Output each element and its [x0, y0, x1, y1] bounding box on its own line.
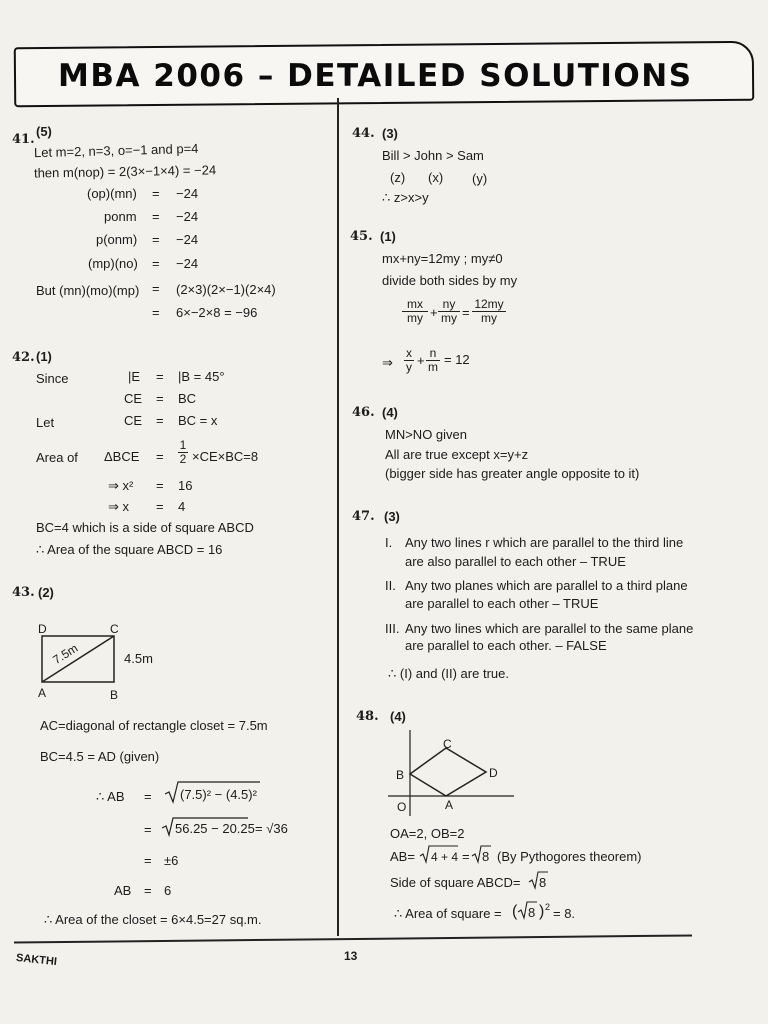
- q47-item1-line1: Any two lines r which are parallel to the third line: [405, 535, 684, 550]
- q42-r5-lhs: ⇒ x²: [108, 478, 134, 493]
- page-number: 13: [344, 949, 358, 963]
- q48-area-exponent: 2: [545, 902, 551, 912]
- q47-item2-number: II.: [385, 578, 396, 593]
- q43-label-d: D: [38, 622, 47, 636]
- q41-row2-eq: =: [152, 209, 160, 224]
- page-title: MBA 2006 – DETAILED SOLUTIONS: [58, 58, 693, 94]
- q42-r4-rhs: ×CE×BC=8: [192, 449, 259, 464]
- q42-conclusion2: ∴ Area of the square ABCD = 16: [36, 542, 223, 557]
- q48-side-label: Side of square ABCD=: [390, 875, 521, 890]
- q45-line1: mx+ny=12my ; my≠0: [382, 251, 503, 266]
- q46-answer: (4): [382, 405, 398, 420]
- q45-frac5: [426, 347, 440, 374]
- q43-ab4-lhs: AB: [114, 883, 132, 898]
- q45-frac4: [404, 347, 414, 374]
- q42-r6-eq: =: [156, 499, 164, 514]
- q46-line3: (bigger side has greater angle opposite to it): [385, 466, 640, 481]
- q43-ab2-eq: =: [144, 822, 152, 837]
- q42-r5-rhs: 16: [178, 478, 193, 493]
- q44-z: (z): [390, 170, 406, 185]
- q45-line2: divide both sides by my: [382, 273, 518, 288]
- q42-half-fraction: [178, 439, 188, 466]
- q42-let: Let: [36, 415, 55, 430]
- q45-frac1-num: mx: [407, 297, 423, 311]
- q45-frac2-den: my: [438, 311, 460, 325]
- q48-area-result: = 8.: [553, 906, 576, 921]
- q45-plus1: +: [430, 305, 438, 320]
- q42-r4-lhs: ΔBCE: [104, 449, 140, 464]
- q45-frac3: [472, 298, 506, 325]
- q41-row4-eq: =: [152, 256, 160, 271]
- q43-number: 43.: [12, 585, 35, 600]
- q43-line1: AC=diagonal of rectangle closet = 7.5m: [40, 718, 268, 733]
- q43-label-a: A: [38, 686, 47, 700]
- q46-line1: MN>NO given: [385, 427, 467, 442]
- q42-r2-eq: =: [156, 391, 164, 406]
- q47-item2-line1: Any two planes which are parallel to a third plane: [405, 578, 688, 593]
- q48-label-c: C: [443, 737, 452, 751]
- q43-ab1-rhs: (7.5)² − (4.5)²: [180, 787, 257, 802]
- q42-r4-eq: =: [156, 449, 164, 464]
- q42-r1-eq: =: [156, 369, 164, 384]
- q41-row1-rhs: −24: [176, 186, 199, 201]
- q46-number: 46.: [352, 405, 375, 420]
- q41-row3-eq: =: [152, 232, 160, 247]
- q42-number: 42.: [12, 350, 35, 365]
- q47-answer: (3): [384, 509, 400, 524]
- q46-line2: All are true except x=y+z: [385, 447, 529, 462]
- q42-r2-rhs: BC: [178, 391, 197, 406]
- q47-number: 47.: [352, 509, 375, 524]
- q42-r1-rhs: |B = 45°: [178, 369, 225, 384]
- q42-r2-lhs: CE: [124, 391, 143, 406]
- q43-line2: BC=4.5 = AD (given): [40, 749, 160, 764]
- q48-ab-radicand2: 8: [482, 849, 490, 864]
- q41-row4-rhs: −24: [176, 256, 199, 271]
- q48-number: 48.: [356, 709, 379, 724]
- q41-row6-rhs: 6×−2×8 = −96: [176, 305, 258, 320]
- q44-y: (y): [472, 171, 488, 186]
- q43-answer: (2): [38, 585, 54, 600]
- q43-ab1-lhs: ∴ AB: [96, 789, 125, 804]
- q47-item2-line2: are parallel to each other – TRUE: [405, 596, 599, 611]
- q44-line1: Bill > John > Sam: [382, 148, 484, 163]
- q41-line2: then m(nop) = 2(3×−1×4) = −24: [33, 162, 217, 181]
- q43-area: ∴ Area of the closet = 6×4.5=27 sq.m.: [44, 912, 262, 927]
- q42-r5-eq: =: [156, 478, 164, 493]
- q45-result: = 12: [444, 352, 470, 367]
- q45-answer: (1): [380, 229, 396, 244]
- q45-frac4-den: y: [406, 360, 412, 374]
- q44-x: (x): [428, 170, 444, 185]
- q41-row5-rhs: (2×3)(2×−1)(2×4): [176, 282, 276, 297]
- q47-item3-line2: are parallel to each other. – FALSE: [405, 638, 607, 653]
- q45-implies: ⇒: [382, 355, 393, 370]
- q43-side-label: 4.5m: [124, 651, 153, 666]
- q42-half-num: 1: [179, 438, 187, 452]
- q44-line3: ∴ z>x>y: [382, 190, 429, 205]
- q44-number: 44.: [352, 126, 375, 141]
- q48-area-label: ∴ Area of square =: [394, 906, 502, 921]
- q48-area-paren-open: (: [512, 903, 518, 920]
- q45-frac4-num: x: [406, 346, 412, 360]
- q43-ab3-rhs: ±6: [164, 853, 179, 868]
- q45-frac5-den: m: [428, 360, 438, 374]
- q41-row2-lhs: ponm: [104, 209, 137, 224]
- q45-frac1-den: my: [402, 311, 428, 325]
- q41-row6-eq: =: [152, 305, 160, 320]
- q48-ab-radicand1: 4 + 4: [431, 850, 459, 864]
- q45-eq1: =: [462, 305, 470, 320]
- q43-ab2-rhs: 56.25 − 20.25: [175, 821, 255, 836]
- q45-frac2-num: ny: [442, 297, 456, 311]
- footer-rule: [14, 934, 692, 943]
- q41-answer: (5): [36, 124, 52, 139]
- q48-area-paren-close: ): [539, 903, 545, 920]
- q48-ab-note: (By Pythogores theorem): [497, 849, 642, 864]
- q42-r3-lhs: CE: [124, 413, 143, 428]
- q48-answer: (4): [390, 709, 406, 724]
- q41-row1-eq: =: [152, 186, 160, 201]
- q44-answer: (3): [382, 126, 398, 141]
- column-divider: [337, 98, 339, 936]
- q48-label-o: O: [397, 800, 407, 814]
- q47-conclusion: ∴ (I) and (II) are true.: [388, 666, 509, 681]
- q41-row4-lhs: (mp)(no): [88, 256, 138, 271]
- q47-item1-line2: are also parallel to each other – TRUE: [405, 554, 626, 569]
- q41-row1-lhs: (op)(mn): [87, 186, 137, 201]
- q48-label-b: B: [396, 768, 405, 782]
- q41-row3-rhs: −24: [176, 232, 199, 247]
- q41-row3-lhs: p(onm): [96, 232, 138, 247]
- q48-line1: OA=2, OB=2: [390, 826, 465, 841]
- q43-ab4-rhs: 6: [164, 883, 172, 898]
- q41-line1: Let m=2, n=3, o=−1 and p=4: [33, 140, 199, 161]
- footer-brand: SAKTHI: [15, 951, 58, 969]
- q48-square: [410, 748, 486, 796]
- q41-row5-eq: =: [152, 281, 160, 296]
- q42-r1-lhs: |E: [128, 369, 141, 384]
- q41-number: 41.: [12, 132, 35, 147]
- q42-r3-eq: =: [156, 413, 164, 428]
- q48-label-d: D: [489, 766, 498, 780]
- q42-since: Since: [36, 371, 69, 386]
- q42-answer: (1): [36, 349, 52, 364]
- q48-label-a: A: [445, 798, 454, 812]
- q48-side-radicand: 8: [539, 875, 547, 890]
- q43-ab4-eq: =: [144, 883, 152, 898]
- q42-r6-rhs: 4: [178, 499, 186, 514]
- q43-label-c: C: [110, 622, 119, 636]
- q45-plus2: +: [417, 353, 425, 368]
- q48-ab-eq: =: [462, 849, 470, 864]
- q47-item3-line1: Any two lines which are parallel to the same plane: [405, 621, 694, 636]
- q42-r3-rhs: BC = x: [178, 413, 218, 428]
- q47-item3-number: III.: [385, 621, 400, 636]
- q45-frac3-den: my: [472, 311, 506, 325]
- q43-ab1-eq: =: [144, 789, 152, 804]
- q41-row2-rhs: −24: [176, 209, 199, 224]
- q43-ab3-eq: =: [144, 853, 152, 868]
- q45-frac3-num: 12my: [474, 297, 504, 311]
- q45-number: 45.: [350, 229, 373, 244]
- q42-conclusion1: BC=4 which is a side of square ABCD: [36, 520, 254, 535]
- q48-area-radicand: 8: [528, 905, 536, 920]
- q43-label-b: B: [110, 688, 119, 702]
- q48-ab-label: AB=: [390, 849, 415, 864]
- q43-ab2-sqrt36: = √36: [255, 821, 288, 836]
- q45-frac5-num: n: [429, 346, 437, 360]
- q42-r6-lhs: ⇒ x: [108, 499, 130, 514]
- q45-frac1: [402, 298, 428, 325]
- q47-item1-number: I.: [385, 535, 393, 550]
- q42-half-den: 2: [179, 452, 187, 466]
- q43-diagonal-label: 7.5m: [50, 640, 81, 668]
- q42-areaof: Area of: [36, 450, 78, 465]
- q41-row5-lhs: But (mn)(mo)(mp): [36, 283, 140, 298]
- q45-frac2: [438, 298, 460, 325]
